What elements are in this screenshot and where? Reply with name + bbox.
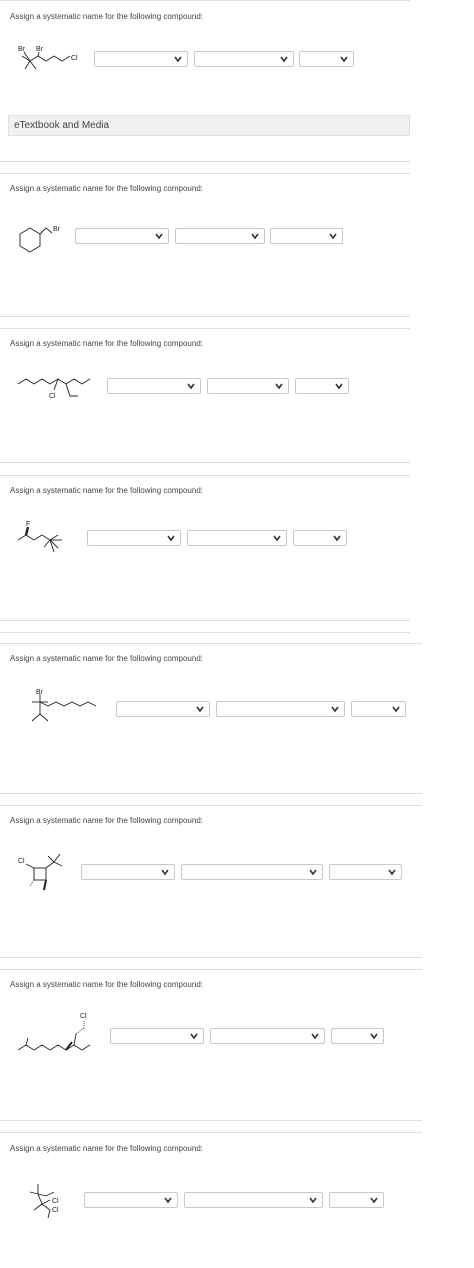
name-part-2-dropdown[interactable] [194,51,294,67]
question-6-prompt: Assign a systematic name for the following compound: [10,816,203,825]
name-part-2-dropdown[interactable] [210,1028,325,1044]
name-part-2-dropdown[interactable] [175,228,265,244]
atom-label: Br [36,689,43,696]
question-4-prompt: Assign a systematic name for the following compound: [10,486,203,495]
question-5-prompt: Assign a systematic name for the following compound: [10,654,203,663]
divider [0,805,422,806]
question-7-structure [14,1012,104,1058]
atom-label: Cl [49,393,56,400]
chevron-down-icon [251,231,259,241]
chevron-down-icon [370,1195,378,1205]
atom-label: Br [53,226,60,233]
atom-label: Cl [52,1207,59,1214]
name-part-3-dropdown[interactable] [270,228,343,244]
chevron-down-icon [333,533,341,543]
chevron-down-icon [155,231,163,241]
name-part-1-dropdown[interactable] [87,530,181,546]
chevron-down-icon [190,1031,198,1041]
chevron-down-icon [309,867,317,877]
chevron-down-icon [275,381,283,391]
atom-label: Cl [18,858,25,865]
atom-label: F [26,521,31,528]
divider [0,328,410,329]
atom-label: Br [36,46,43,53]
question-8-prompt: Assign a systematic name for the following compound: [10,1144,203,1153]
name-part-1-dropdown[interactable] [84,1192,178,1208]
name-part-1-dropdown[interactable] [116,701,210,717]
name-part-3-dropdown[interactable] [329,864,402,880]
divider [0,1132,422,1133]
question-1-prompt: Assign a systematic name for the following compound: [10,12,203,21]
atom-label: Br [18,46,25,53]
question-6-structure [14,846,76,894]
name-part-3-dropdown[interactable] [299,51,354,67]
chevron-down-icon [196,704,204,714]
name-part-1-dropdown[interactable] [110,1028,204,1044]
name-part-3-dropdown[interactable] [329,1192,384,1208]
question-4-structure [14,520,78,556]
chevron-down-icon [167,533,175,543]
name-part-2-dropdown[interactable] [207,378,289,394]
chevron-down-icon [392,704,400,714]
chevron-down-icon [370,1031,378,1041]
divider [0,161,410,162]
question-8-structure [14,1178,76,1222]
question-7-prompt: Assign a systematic name for the following compound: [10,980,203,989]
divider [0,462,410,463]
divider [0,632,410,633]
chevron-down-icon [273,533,281,543]
divider [0,969,422,970]
name-part-2-dropdown[interactable] [216,701,345,717]
divider [0,316,410,317]
name-part-1-dropdown[interactable] [94,51,188,67]
divider [0,643,422,644]
name-part-1-dropdown[interactable] [75,228,169,244]
divider [0,0,410,1]
question-2-prompt: Assign a systematic name for the following compound: [10,184,203,193]
question-2-structure [14,220,74,256]
chevron-down-icon [280,54,288,64]
atom-label: Cl [80,1013,87,1020]
question-5-structure [14,686,104,728]
chevron-down-icon [335,381,343,391]
chevron-down-icon [388,867,396,877]
divider [0,475,410,476]
divider [0,620,410,621]
chevron-down-icon [164,1195,172,1205]
atom-label: Cl [71,55,78,62]
divider [0,957,422,958]
etextbook-and-media-link[interactable]: eTextbook and Media [8,115,410,136]
name-part-3-dropdown[interactable] [331,1028,384,1044]
name-part-2-dropdown[interactable] [187,530,287,546]
chevron-down-icon [331,704,339,714]
name-part-3-dropdown[interactable] [293,530,347,546]
name-part-1-dropdown[interactable] [81,864,175,880]
name-part-2-dropdown[interactable] [181,864,323,880]
divider [0,173,410,174]
chevron-down-icon [174,54,182,64]
question-1-structure [14,44,84,74]
chevron-down-icon [187,381,195,391]
chevron-down-icon [161,867,169,877]
chevron-down-icon [309,1195,317,1205]
divider [0,793,422,794]
name-part-2-dropdown[interactable] [184,1192,323,1208]
name-part-3-dropdown[interactable] [295,378,349,394]
chevron-down-icon [311,1031,319,1041]
chevron-down-icon [340,54,348,64]
question-3-prompt: Assign a systematic name for the following compound: [10,339,203,348]
atom-label: Cl [52,1198,59,1205]
name-part-1-dropdown[interactable] [107,378,201,394]
divider [0,1120,422,1121]
question-3-structure [16,370,96,402]
chevron-down-icon [329,231,337,241]
name-part-3-dropdown[interactable] [351,701,406,717]
